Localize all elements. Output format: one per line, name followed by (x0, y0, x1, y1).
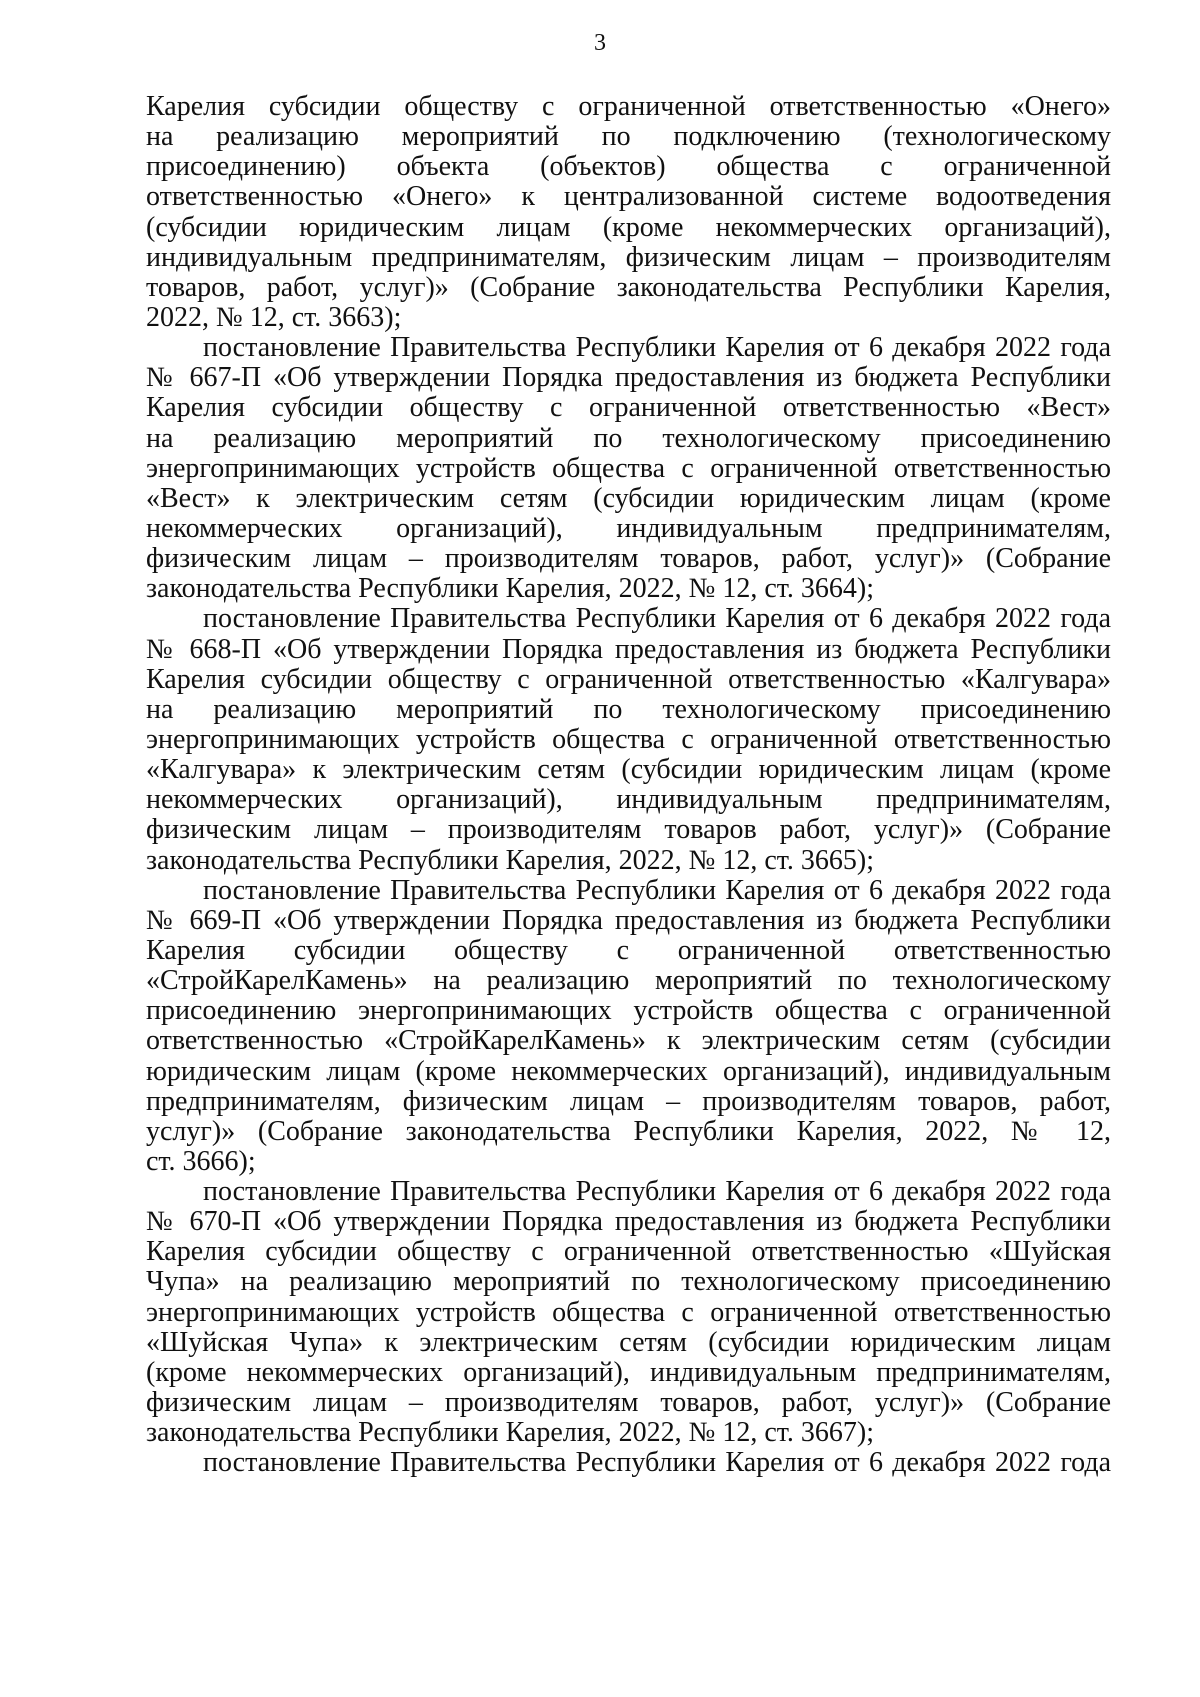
paragraph-first-line: постановление Правительства Республики Карелия от 6 декабря 2022 года (203, 1447, 1111, 1479)
document-body (146, 92, 1111, 1478)
text-line: «Калгувара» к электрическим сетям (субсидии юридическим лицам (кроме (146, 754, 1111, 786)
text-line: на реализацию мероприятий по технологическому присоединению (146, 693, 1111, 725)
text-line: «Вест» к электрическим сетям (субсидии юридическим лицам (кроме (146, 482, 1111, 514)
text-line: (субсидии юридическим лицам (кроме некоммерческих организаций), (146, 211, 1111, 243)
text-line: на реализацию мероприятий по технологическому присоединению (146, 422, 1111, 454)
text-line: ответственностью «СтройКарелКамень» к электрическим сетям (субсидии (146, 1025, 1111, 1057)
text-line: № 668-П «Об утверждении Порядка предоставления из бюджета Республики (146, 633, 1111, 665)
text-line: некоммерческих организаций), индивидуальным предпринимателям, (146, 784, 1111, 816)
text-line: ответственностью «Онего» к централизованной системе водоотведения (146, 181, 1111, 213)
text-line: предпринимателям, физическим лицам – производителям товаров, работ, (146, 1085, 1111, 1117)
text-line: физическим лицам – производителям товаров, работ, услуг)» (Собрание (146, 543, 1111, 575)
text-line: Карелия субсидии обществу с ограниченной ответственностью «Шуйская (146, 1236, 1111, 1268)
text-line: юридическим лицам (кроме некоммерческих организаций), индивидуальным (146, 1055, 1111, 1087)
text-line: законодательства Республики Карелия, 2022, № 12, ст. 3665); (146, 844, 874, 876)
text-line: законодательства Республики Карелия, 2022, № 12, ст. 3664); (146, 573, 874, 605)
text-line: 2022, № 12, ст. 3663); (146, 301, 402, 333)
text-line: присоединению энергопринимающих устройств общества с ограниченной (146, 995, 1111, 1027)
text-line: № 667-П «Об утверждении Порядка предоставления из бюджета Республики (146, 362, 1111, 394)
text-line: № 670-П «Об утверждении Порядка предоставления из бюджета Республики (146, 1206, 1111, 1238)
text-line: присоединению) объекта (объектов) общества с ограниченной (146, 151, 1111, 183)
text-line: № 669-П «Об утверждении Порядка предоставления из бюджета Республики (146, 904, 1111, 936)
paragraph-first-line: постановление Правительства Республики Карелия от 6 декабря 2022 года (203, 874, 1111, 906)
text-line: Карелия субсидии обществу с ограниченной ответственностью «Онего» (146, 91, 1111, 122)
paragraph-first-line: постановление Правительства Республики Карелия от 6 декабря 2022 года (203, 1176, 1111, 1208)
text-line: энергопринимающих устройств общества с ограниченной ответственностью (146, 1296, 1111, 1328)
paragraph-first-line: постановление Правительства Республики Карелия от 6 декабря 2022 года (203, 603, 1111, 635)
page-number: 3 (594, 30, 606, 56)
paragraph-first-line: постановление Правительства Республики Карелия от 6 декабря 2022 года (203, 332, 1111, 364)
text-line: ст. 3666); (146, 1145, 256, 1177)
text-line: физическим лицам – производителям товаров, работ, услуг)» (Собрание (146, 1387, 1111, 1419)
text-line: законодательства Республики Карелия, 2022, № 12, ст. 3667); (146, 1417, 874, 1449)
text-line: энергопринимающих устройств общества с ограниченной ответственностью (146, 452, 1111, 484)
text-line: товаров, работ, услуг)» (Собрание законодательства Республики Карелия, (146, 271, 1111, 303)
text-line: «СтройКарелКамень» на реализацию мероприятий по технологическому (146, 965, 1111, 997)
text-line: услуг)» (Собрание законодательства Республики Карелия, 2022, № 12, (146, 1115, 1111, 1147)
text-line: (кроме некоммерческих организаций), индивидуальным предпринимателям, (146, 1356, 1111, 1388)
text-line: Чупа» на реализацию мероприятий по технологическому присоединению (146, 1266, 1111, 1298)
text-line: «Шуйская Чупа» к электрическим сетям (субсидии юридическим лицам (146, 1326, 1111, 1358)
text-line: энергопринимающих устройств общества с ограниченной ответственностью (146, 723, 1111, 755)
text-line: на реализацию мероприятий по подключению (технологическому (146, 121, 1111, 153)
text-line: физическим лицам – производителям товаров работ, услуг)» (Собрание (146, 814, 1111, 846)
text-line: Карелия субсидии обществу с ограниченной ответственностью «Калгувара» (146, 663, 1111, 695)
text-line: некоммерческих организаций), индивидуальным предпринимателям, (146, 512, 1111, 544)
text-line: Карелия субсидии обществу с ограниченной ответственностью «Вест» (146, 392, 1111, 424)
text-line: Карелия субсидии обществу с ограниченной ответственностью (146, 934, 1111, 966)
text-line: индивидуальным предпринимателям, физическим лицам – производителям (146, 241, 1111, 273)
